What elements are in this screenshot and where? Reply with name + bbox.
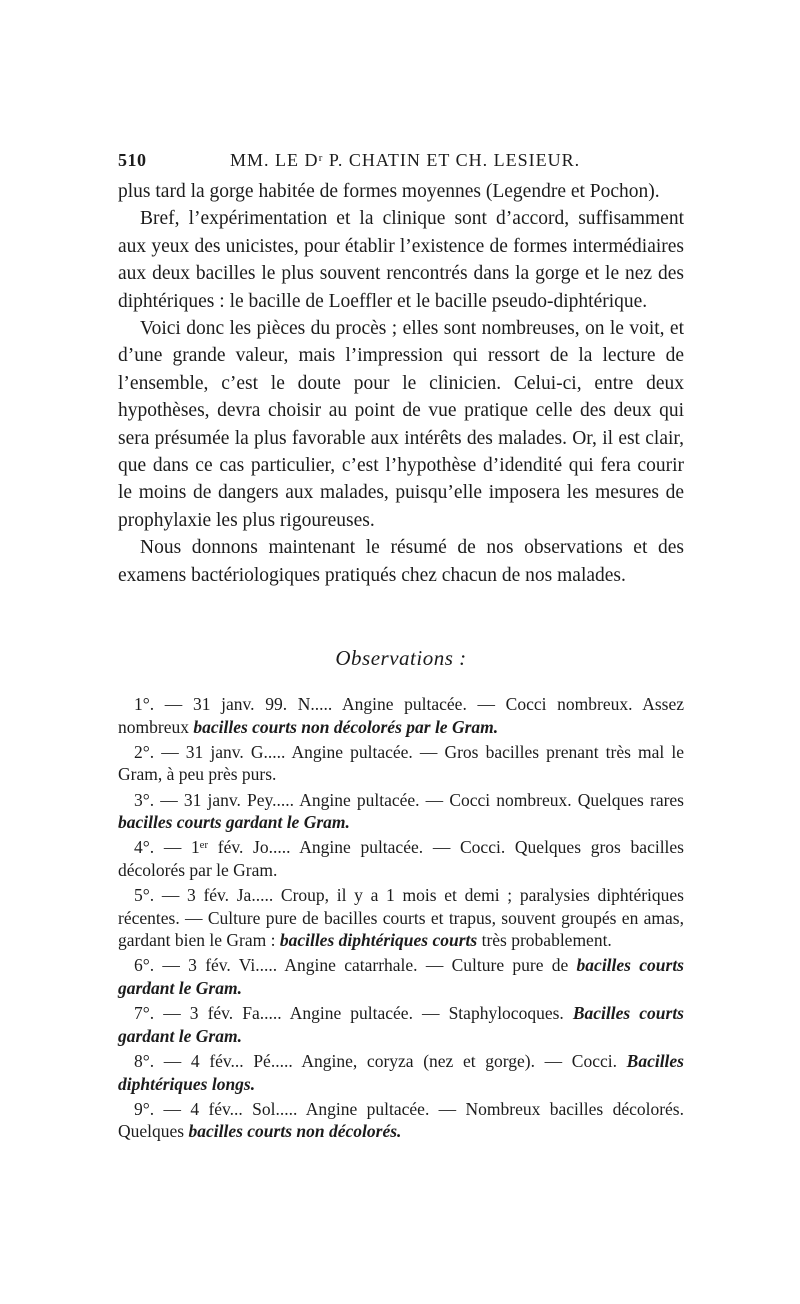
observation-item bbox=[118, 789, 684, 834]
observation-italic: Bacilles diphtériques longs. bbox=[118, 1051, 684, 1094]
page-header bbox=[118, 146, 684, 176]
observations-list bbox=[118, 693, 684, 1146]
paragraph: Nous donnons maintenant le résumé de nos observations et des examens bactériologiques pratiqués chez chacun de nos malades. bbox=[118, 537, 684, 586]
observation-item bbox=[118, 693, 684, 738]
observation-item bbox=[118, 1002, 684, 1047]
observation-text: 1°. — 31 janv. 99. N..... Angine pultacée. — Cocci nombreux. Assez nombreux bbox=[118, 694, 684, 737]
observation-tail: très probablement. bbox=[477, 930, 612, 951]
paragraph: Voici donc les pièces du procès ; elles sont nombreuses, on le voit, et d’une grande valeur, mais l’impression qui ressort de la lecture de l’ensemble, c’est le doute pour le clinicien. Celui-ci, entre deux hypothèses, devra choisir au point de vue pratique celle des deux qui sera présumée la plus favorable aux intérêts des malades. Or, il est clair, que dans ce cas particulier, c’est l’hypothèse d’idendité qui fera courir le moins de dangers aux malades, puisqu’elle imposera les mesures de prophylaxie les plus rigoureuses. bbox=[118, 318, 684, 531]
paragraph: Bref, l’expérimentation et la clinique sont d’accord, suffisamment aux yeux des unicistes, pour établir l’existence de formes intermédiaires aux deux bacilles le plus souvent rencontrés dans la gorge et le nez des diphtériques : le bacille de Loeffler et le bacille pseudo-diphtérique. bbox=[118, 208, 684, 312]
observation-text: 5°. — 3 fév. Ja..... Croup, il y a 1 mois et demi ; paralysies diphtériques récentes. — Culture pure de bacilles courts et trapus, souvent groupés en amas, gardant bien le Gram : bbox=[118, 885, 684, 951]
observation-text: 3°. — 31 janv. Pey..... Angine pultacée. — Cocci nombreux. Quelques rares bbox=[134, 789, 684, 810]
observation-item bbox=[118, 1050, 684, 1095]
observation-item bbox=[118, 1098, 684, 1143]
observation-item bbox=[118, 954, 684, 999]
observation-item bbox=[118, 741, 684, 786]
page-number: 510 bbox=[118, 150, 147, 170]
observation-italic: bacilles courts gardant le Gram. bbox=[118, 812, 350, 833]
observation-italic: bacilles courts non décolorés par le Gram. bbox=[193, 716, 499, 737]
observation-italic: bacilles courts non décolorés. bbox=[188, 1121, 402, 1142]
observation-text: 9°. — 4 fév... Sol..... Angine pultacée. — Nombreux bacilles décolorés. Quelques bbox=[118, 1098, 684, 1142]
observation-text: 4°. — 1ᵉʳ fév. Jo..... Angine pultacée. — Cocci. Quelques gros bacilles décolorés par le Gram. bbox=[118, 837, 684, 880]
observation-italic: bacilles courts gardant le Gram. bbox=[118, 955, 684, 998]
observation-item bbox=[118, 884, 684, 952]
body-text bbox=[118, 178, 684, 589]
observation-item bbox=[118, 836, 684, 881]
observation-text: 2°. — 31 janv. G..... Angine pultacée. — Gros bacilles prenant très mal le Gram, à peu près purs. bbox=[118, 741, 684, 785]
observation-text: 8°. — 4 fév... Pé..... Angine, coryza (nez et gorge). — Cocci. bbox=[134, 1051, 627, 1072]
section-title: Observations : bbox=[335, 646, 467, 670]
observation-italic: bacilles diphtériques courts bbox=[279, 930, 478, 951]
paragraph: plus tard la gorge habitée de formes moyennes (Legendre et Pochon). bbox=[118, 181, 660, 202]
observation-text: 6°. — 3 fév. Vi..... Angine catarrhale. — Culture pure de bbox=[134, 955, 577, 976]
observation-italic: Bacilles courts gardant le Gram. bbox=[118, 1003, 684, 1046]
running-head: MM. LE Dʳ P. CHATIN ET CH. LESIEUR. bbox=[230, 150, 581, 170]
observation-text: 7°. — 3 fév. Fa..... Angine pultacée. — Staphylocoques. bbox=[134, 1003, 573, 1024]
